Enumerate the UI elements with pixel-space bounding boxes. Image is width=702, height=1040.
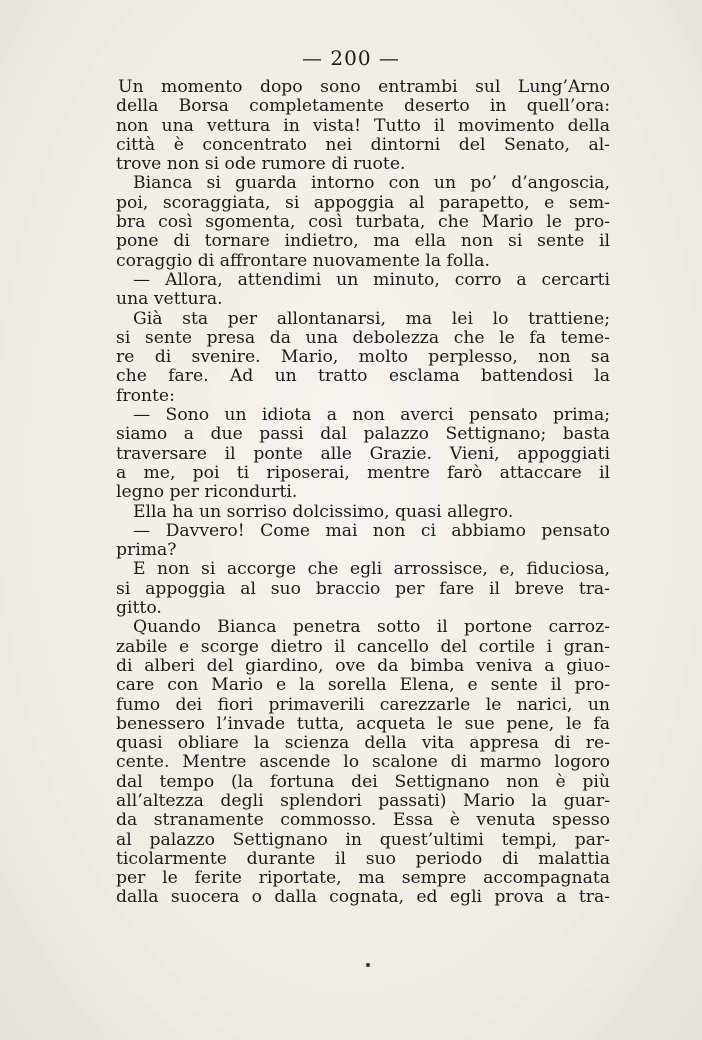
- text-line: una vettura.: [116, 290, 223, 310]
- text-line: pone di tornare indietro, ma ella non si sente il: [116, 232, 610, 252]
- text-line: della Borsa completamente deserto in quell’ora:: [116, 97, 610, 117]
- text-line: care con Mario e la sorella Elena, e sente il pro-: [116, 676, 610, 696]
- text-line: che fare. Ad un tratto esclama battendosi la: [116, 367, 610, 387]
- text-line: si sente presa da una debolezza che le fa teme-: [116, 328, 610, 348]
- text-line: benessero l’invade tutta, acqueta le sue pene, le fa: [116, 714, 610, 734]
- body-text: [116, 78, 610, 908]
- text-line: da stranamente commosso. Essa è venuta spesso: [116, 811, 610, 831]
- text-line: legno per ricondurti.: [116, 483, 298, 503]
- text-line: cente. Mentre ascende lo scalone di marmo logoro: [116, 753, 610, 773]
- text-line: gitto.: [116, 599, 162, 619]
- text-line: Bianca si guarda intorno con un po’ d’angoscia,: [133, 174, 610, 194]
- text-line: dalla suocera o dalla cognata, ed egli prova a tra-: [116, 888, 610, 908]
- text-line: al palazzo Settignano in quest’ultimi tempi, par-: [116, 830, 610, 850]
- text-line: re di svenire. Mario, molto perplesso, non sa: [116, 348, 610, 368]
- text-line: traversare il ponte alle Grazie. Vieni, appoggiati: [116, 444, 610, 464]
- text-line: Quando Bianca penetra sotto il portone carroz-: [133, 618, 610, 638]
- text-line: a me, poi ti riposerai, mentre farò attaccare il: [116, 463, 610, 483]
- text-line: E non si accorge che egli arrossisce, e, fiduciosa,: [133, 560, 610, 580]
- page-number: — 200 —: [302, 46, 400, 70]
- text-line: si appoggia al suo braccio per fare il breve tra-: [116, 579, 610, 599]
- text-line: siamo a due passi dal palazzo Settignano; basta: [116, 425, 610, 445]
- text-line: all’altezza degli splendori passati) Mario la guar-: [116, 791, 610, 811]
- text-line: zabile e scorge dietro il cancello del cortile i gran-: [116, 637, 610, 657]
- text-line: non una vettura in vista! Tutto il movimento della: [116, 116, 610, 136]
- text-line: bra così sgomenta, così turbata, che Mario le pro-: [116, 213, 610, 233]
- ink-speck: [366, 963, 370, 967]
- text-line: Un momento dopo sono entrambi sul Lung’Arno: [118, 78, 610, 97]
- text-line: prima?: [116, 541, 177, 561]
- text-line: coraggio di affrontare nuovamente la folla.: [116, 251, 490, 271]
- text-line: Già sta per allontanarsi, ma lei lo trattiene;: [133, 309, 610, 329]
- text-line: quasi obliare la scienza della vita appresa di re-: [116, 734, 610, 754]
- text-line: — Allora, attendimi un minuto, corro a cercarti: [133, 270, 610, 290]
- text-line: poi, scoraggiata, si appoggia al parapetto, e sem-: [116, 193, 610, 213]
- text-line: ticolarmente durante il suo periodo di malattia: [116, 849, 610, 869]
- text-line: per le ferite riportate, ma sempre accompagnata: [116, 869, 610, 889]
- text-line: fumo dei fiori primaverili carezzarle le narici, un: [116, 695, 610, 715]
- text-line: trove non si ode rumore di ruote.: [116, 155, 406, 175]
- text-line: — Davvero! Come mai non ci abbiamo pensato: [133, 521, 610, 541]
- text-line: dal tempo (la fortuna dei Settignano non è più: [116, 772, 610, 792]
- text-line: fronte:: [116, 386, 175, 406]
- text-line: di alberi del giardino, ove da bimba veniva a giuo-: [116, 656, 610, 676]
- text-line: Ella ha un sorriso dolcissimo, quasi allegro.: [133, 502, 514, 522]
- text-line: città è concentrato nei dintorni del Senato, al-: [116, 135, 610, 155]
- text-line: — Sono un idiota a non averci pensato prima;: [133, 406, 610, 426]
